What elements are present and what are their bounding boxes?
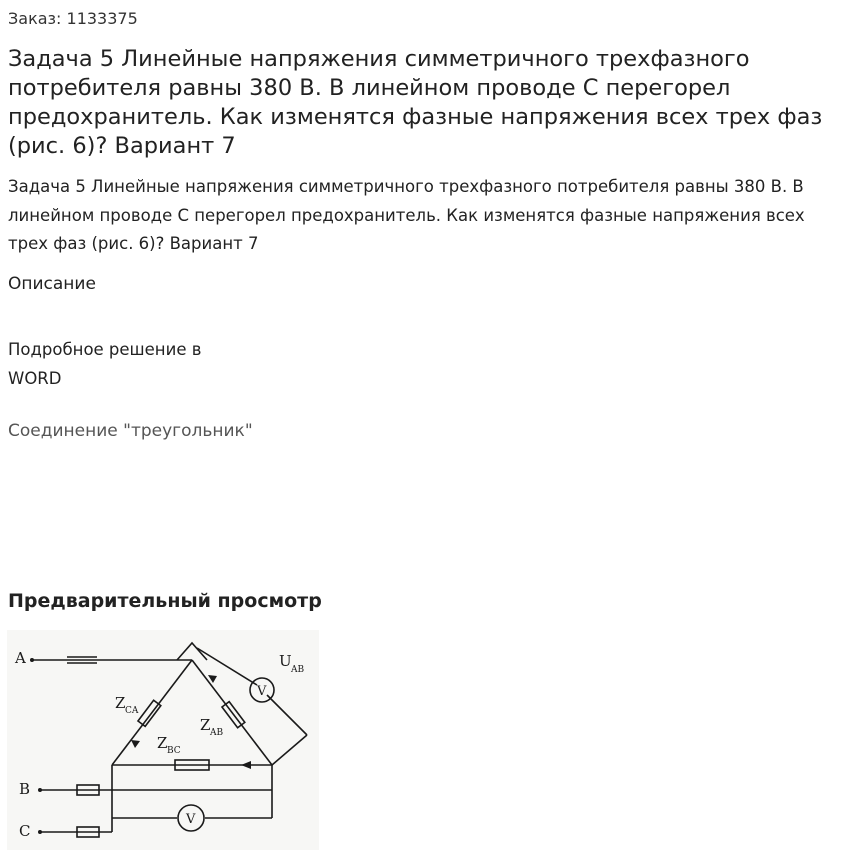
label-zca: Z — [115, 694, 126, 712]
voltmeter-ab-label: V — [257, 684, 267, 699]
page-title: Задача 5 Линейные напряжения симметричного трехфазного потребителя равны 380 В. В линейном проводе С перегорел предохранитель. Как изменятся фазные напряжения всех трех фаз (рис. 6)? Вариант 7 — [8, 46, 823, 159]
preview-heading: Предварительный просмотр — [8, 590, 322, 612]
label-c: C — [19, 822, 31, 840]
connection-type-text: Соединение "треугольник" — [8, 421, 253, 441]
label-b: B — [19, 780, 31, 798]
branch-ab — [192, 660, 272, 765]
label-zab: Z — [200, 716, 211, 734]
label-zab-sub: AB — [210, 728, 224, 738]
label-a: A — [15, 649, 26, 667]
task-description: Задача 5 Линейные напряжения симметричного трехфазного потребителя равны 380 В. В линейном проводе С перегорел предохранитель. Как изменятся фазные напряжения всех трех фаз (рис. 6)? Вариант 7 — [8, 177, 805, 253]
voltmeter-bc-label: V — [186, 812, 196, 827]
label-zbc: Z — [157, 734, 168, 752]
label-uab-sub: AB — [291, 665, 305, 675]
circuit-diagram — [7, 630, 319, 850]
order-number: Заказ: 1133375 — [8, 9, 138, 28]
preview-image — [7, 630, 319, 850]
label-zca-sub: CA — [125, 706, 139, 716]
label-zbc-sub: BC — [167, 746, 181, 756]
label-uab: U — [279, 652, 292, 670]
solution-format-text: Подробное решение в WORD — [8, 340, 202, 388]
description-heading: Описание — [8, 274, 96, 294]
